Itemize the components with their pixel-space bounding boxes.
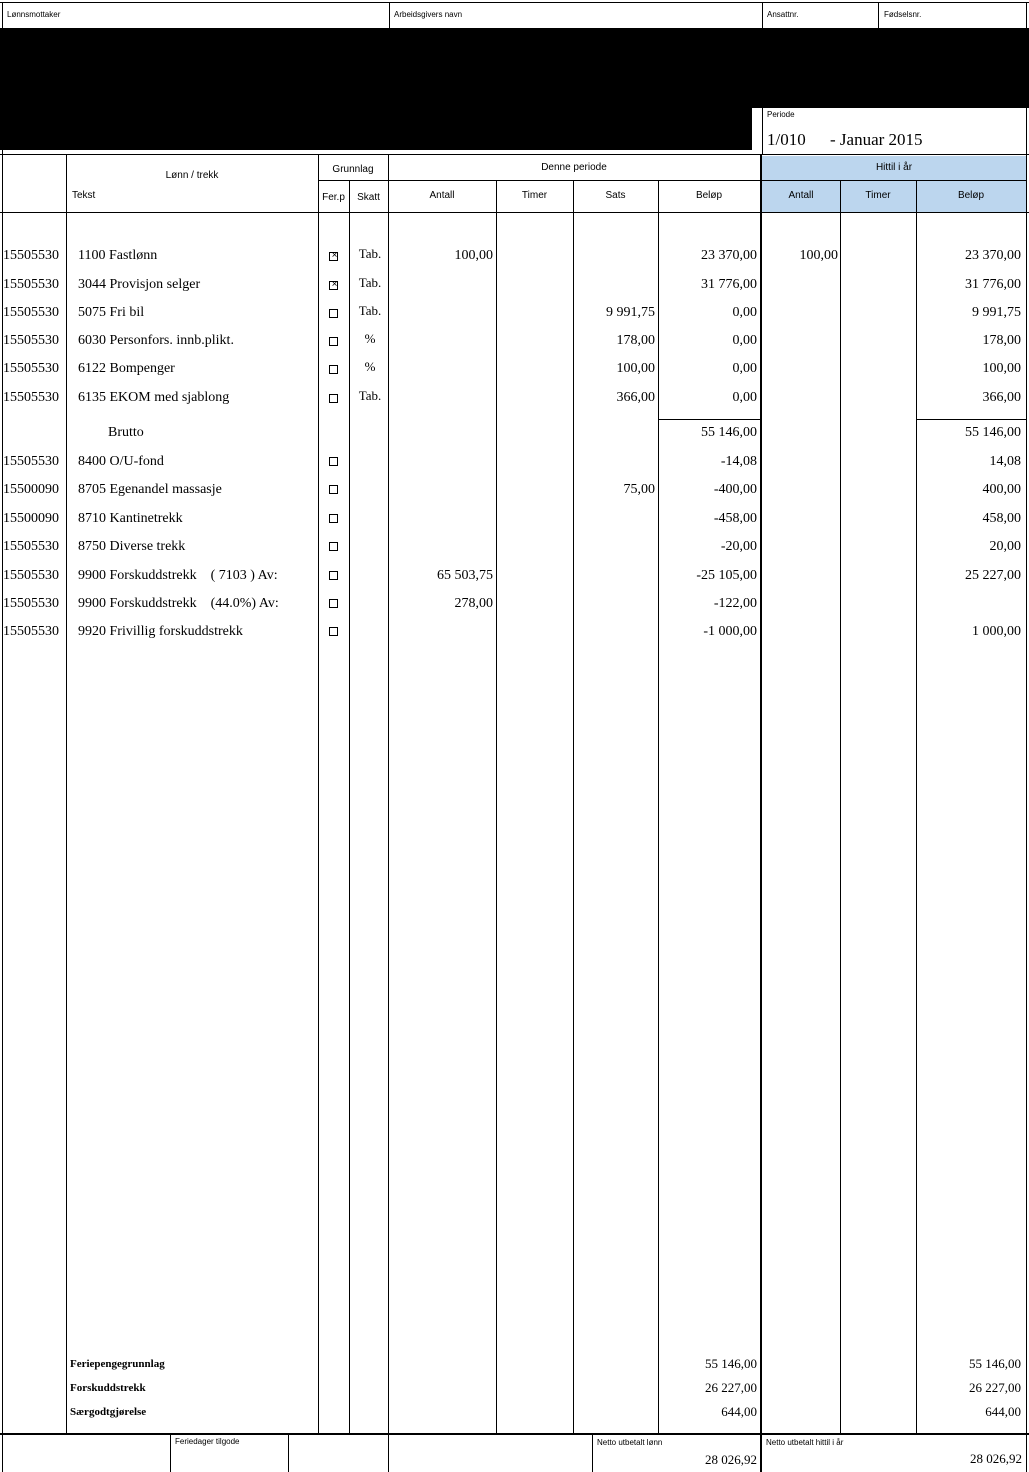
lonn-trekk-header: Lønn / trekk <box>165 170 219 181</box>
row-h-belop: 100,00 <box>982 361 1021 376</box>
deduction-h-belop: 20,00 <box>989 539 1021 554</box>
row-antall: 100,00 <box>454 248 493 263</box>
period-label: Periode <box>767 110 795 119</box>
birth-no-label: Fødselsnr. <box>884 10 922 19</box>
deduction-account: 15505530 <box>3 596 59 611</box>
row-belop: 31 776,00 <box>701 277 757 292</box>
row-belop: 0,00 <box>732 333 757 348</box>
row-text: 6122 Bompenger <box>78 361 175 376</box>
deduction-belop: -14,08 <box>720 454 757 469</box>
ferp-unchecked-icon <box>329 627 338 636</box>
row-sats: 178,00 <box>616 333 655 348</box>
deduction-belop: -25 105,00 <box>696 568 757 583</box>
brutto-belop: 55 146,00 <box>701 425 757 440</box>
employer-label: Arbeidsgivers navn <box>394 10 463 19</box>
summary-h-belop: 644,00 <box>985 1404 1021 1419</box>
deduction-text: 9920 Frivillig forskuddstrekk <box>78 624 243 639</box>
deduction-account: 15500090 <box>3 511 59 526</box>
skatt-header: Skatt <box>357 192 380 203</box>
ferp-unchecked-icon <box>329 514 338 523</box>
deduction-belop: -122,00 <box>713 596 757 611</box>
row-skatt: Tab. <box>358 246 382 261</box>
row-belop: 0,00 <box>732 390 757 405</box>
row-account: 15505530 <box>3 248 59 263</box>
row-text: 1100 Fastlønn <box>78 248 158 263</box>
row-h-antall: 100,00 <box>799 248 838 263</box>
summary-h-belop: 55 146,00 <box>969 1356 1021 1371</box>
row-skatt: Tab. <box>358 275 382 290</box>
deduction-belop: -20,00 <box>720 539 757 554</box>
row-h-belop: 366,00 <box>982 390 1021 405</box>
deduction-h-belop: 458,00 <box>982 511 1021 526</box>
summary-belop: 644,00 <box>721 1404 757 1419</box>
deduction-antall: 278,00 <box>454 596 493 611</box>
h-belop-header: Beløp <box>957 190 985 201</box>
brutto-label: Brutto <box>108 425 144 440</box>
feriedager-label: Feriedager tilgode <box>175 1437 240 1446</box>
row-skatt: % <box>364 359 376 374</box>
row-h-belop: 9 991,75 <box>972 305 1021 320</box>
ferp-unchecked-icon <box>329 571 338 580</box>
ferp-unchecked-icon <box>329 337 338 346</box>
summary-label: Særgodtgjørelse <box>70 1406 147 1418</box>
deduction-text: 9900 Forskuddstrekk (44.0%) Av: <box>78 596 279 611</box>
deduction-account: 15505530 <box>3 454 59 469</box>
summary-label: Feriepengegrunnlag <box>70 1358 165 1370</box>
recipient-label: Lønnsmottaker <box>7 10 61 19</box>
hittil-header: Hittil i år <box>875 162 913 173</box>
period-code: 1/010 <box>767 130 806 149</box>
row-sats: 100,00 <box>616 361 655 376</box>
deduction-h-belop: 400,00 <box>982 482 1021 497</box>
netto-hittil-label: Netto utbetalt hittil i år <box>766 1438 844 1447</box>
row-account: 15505530 <box>3 361 59 376</box>
ferp-checked-icon <box>329 281 338 290</box>
redacted-block-lower <box>0 108 752 150</box>
deduction-text: 9900 Forskuddstrekk ( 7103 ) Av: <box>78 568 278 583</box>
row-belop: 0,00 <box>732 305 757 320</box>
row-text: 3044 Provisjon selger <box>78 277 201 292</box>
ferp-unchecked-icon <box>329 365 338 374</box>
row-skatt: Tab. <box>358 388 382 403</box>
tekst-header: Tekst <box>72 190 96 201</box>
row-h-belop: 23 370,00 <box>965 248 1021 263</box>
period-text: - Januar 2015 <box>830 130 923 149</box>
sats-header: Sats <box>605 190 626 201</box>
row-account: 15505530 <box>3 390 59 405</box>
deduction-account: 15505530 <box>3 568 59 583</box>
row-skatt: Tab. <box>358 303 382 318</box>
ferp-unchecked-icon <box>329 457 338 466</box>
deduction-text: 8705 Egenandel massasje <box>78 482 222 497</box>
row-h-belop: 31 776,00 <box>965 277 1021 292</box>
row-text: 5075 Fri bil <box>78 305 145 320</box>
ferp-unchecked-icon <box>329 309 338 318</box>
deduction-account: 15505530 <box>3 624 59 639</box>
row-sats: 9 991,75 <box>606 305 655 320</box>
netto-value: 28 026,92 <box>705 1452 757 1467</box>
redacted-block <box>0 28 1029 108</box>
deduction-text: 8750 Diverse trekk <box>78 539 186 554</box>
antall-header: Antall <box>429 190 455 201</box>
ferp-unchecked-icon <box>329 485 338 494</box>
summary-h-belop: 26 227,00 <box>969 1380 1021 1395</box>
row-account: 15505530 <box>3 277 59 292</box>
deduction-h-belop: 25 227,00 <box>965 568 1021 583</box>
deduction-h-belop: 14,08 <box>989 454 1021 469</box>
deduction-h-belop: 1 000,00 <box>972 624 1021 639</box>
row-account: 15505530 <box>3 333 59 348</box>
summary-label: Forskuddstrekk <box>70 1382 146 1394</box>
employee-no-label: Ansattnr. <box>767 10 799 19</box>
deduction-antall: 65 503,75 <box>437 568 493 583</box>
deduction-belop: -458,00 <box>713 511 757 526</box>
deduction-text: 8710 Kantinetrekk <box>78 511 183 526</box>
row-account: 15505530 <box>3 305 59 320</box>
row-text: 6030 Personfors. innb.plikt. <box>78 333 234 348</box>
deduction-account: 15500090 <box>3 482 59 497</box>
timer-header: Timer <box>521 190 548 201</box>
row-belop: 23 370,00 <box>701 248 757 263</box>
h-antall-header: Antall <box>788 190 814 201</box>
ferp-unchecked-icon <box>329 542 338 551</box>
denne-periode-header: Denne periode <box>541 162 607 173</box>
deduction-belop: -1 000,00 <box>703 624 757 639</box>
netto-hittil-value: 28 026,92 <box>970 1451 1022 1466</box>
deduction-account: 15505530 <box>3 539 59 554</box>
deduction-sats: 75,00 <box>623 482 655 497</box>
ferp-header: Fer.p <box>322 192 345 203</box>
ferp-unchecked-icon <box>329 394 338 403</box>
row-skatt: % <box>364 331 376 346</box>
deduction-belop: -400,00 <box>713 482 757 497</box>
brutto-h-belop: 55 146,00 <box>965 425 1021 440</box>
summary-belop: 55 146,00 <box>705 1356 757 1371</box>
netto-label: Netto utbetalt lønn <box>597 1438 663 1447</box>
row-sats: 366,00 <box>616 390 655 405</box>
grunnlag-header: Grunnlag <box>332 164 374 175</box>
row-h-belop: 178,00 <box>982 333 1021 348</box>
ferp-checked-icon <box>329 252 338 261</box>
row-belop: 0,00 <box>732 361 757 376</box>
belop-header: Beløp <box>695 190 723 201</box>
ferp-unchecked-icon <box>329 599 338 608</box>
deduction-text: 8400 O/U-fond <box>78 454 164 469</box>
row-text: 6135 EKOM med sjablong <box>78 390 230 405</box>
summary-belop: 26 227,00 <box>705 1380 757 1395</box>
h-timer-header: Timer <box>865 190 891 201</box>
